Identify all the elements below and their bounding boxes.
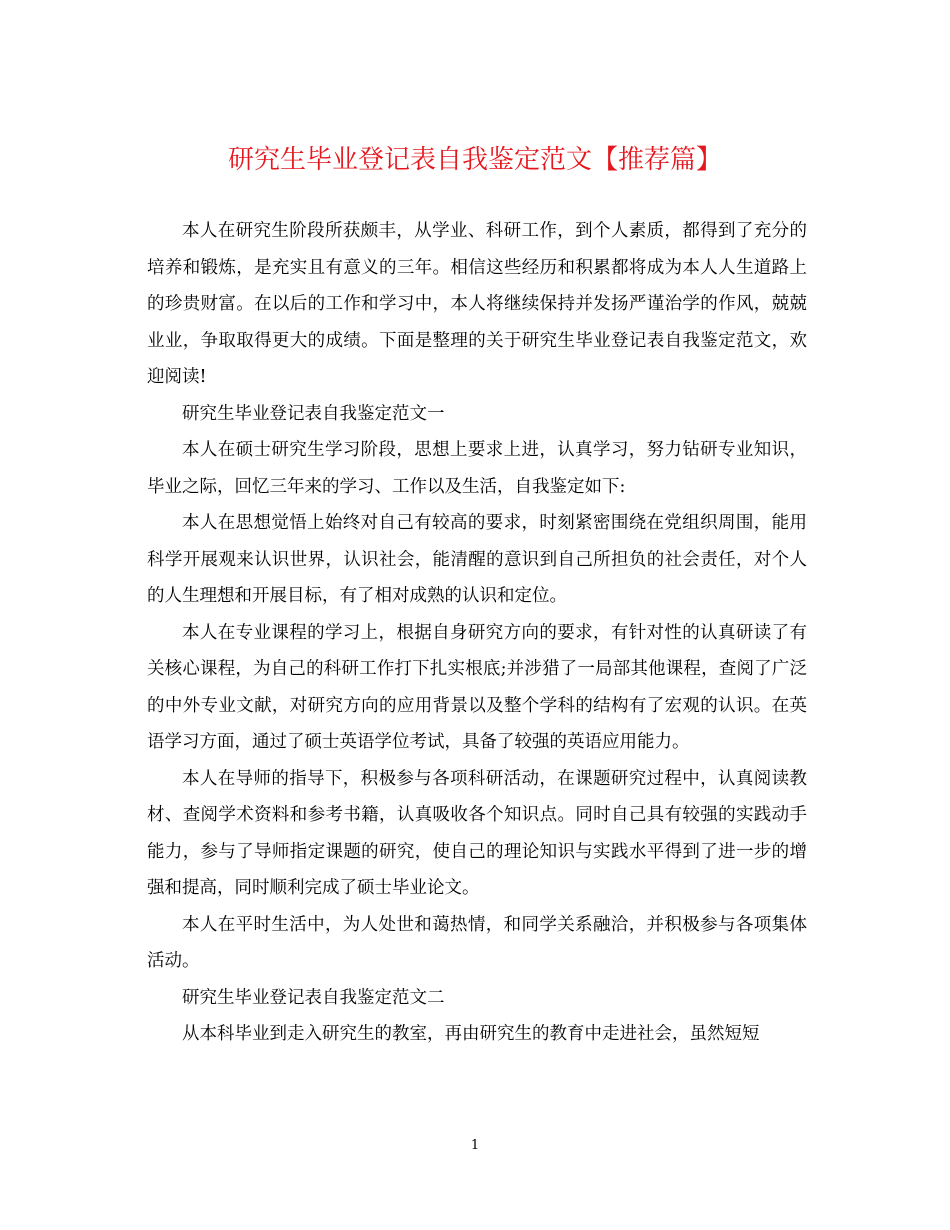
body-paragraph: 从本科毕业到走入研究生的教室，再由研究生的教育中走进社会，虽然短短 bbox=[182, 1024, 760, 1044]
page-number: 1 bbox=[470, 1138, 480, 1153]
intro-paragraph: 本人在研究生阶段所获颇丰，从学业、科研工作，到个人素质，都得到了充分的培养和锻炼，是充实且有意义的三年。相信这些经历和积累都将成为本人人生道路上的珍贵财富。在以后的工作和学习中，本人将继续保持并发扬严谨治学的作风，兢兢业业，争取取得更大的成绩。下面是整理的关于研究生毕业登记表自我鉴定范文，欢迎阅读! bbox=[147, 221, 807, 387]
document-title: 研究生毕业登记表自我鉴定范文【推荐篇】 bbox=[227, 145, 722, 175]
body-paragraph: 本人在硕士研究生学习阶段，思想上要求上进，认真学习，努力钻研专业知识，毕业之际，回忆三年来的学习、工作以及生活，自我鉴定如下: bbox=[147, 440, 807, 497]
section-heading-1: 研究生毕业登记表自我鉴定范文一 bbox=[182, 403, 445, 424]
section-heading-2: 研究生毕业登记表自我鉴定范文二 bbox=[182, 987, 445, 1008]
body-paragraph: 本人在专业课程的学习上，根据自身研究方向的要求，有针对性的认真研读了有关核心课程，为自己的科研工作打下扎实根底;并涉猎了一局部其他课程，查阅了广泛的中外专业文献，对研究方向的应用背景以及整个学科的结构有了宏观的认识。在英语学习方面，通过了硕士英语学位考试，具备了较强的英语应用能力。 bbox=[147, 622, 807, 752]
body-paragraph: 本人在思想觉悟上始终对自己有较高的要求，时刻紧密围绕在党组织周围，能用科学开展观来认识世界，认识社会，能清醒的意识到自己所担负的社会责任，对个人的人生理想和开展目标，有了相对成熟的认识和定位。 bbox=[147, 513, 807, 606]
document-body bbox=[147, 213, 807, 1053]
body-paragraph: 本人在导师的指导下，积极参与各项科研活动，在课题研究过程中，认真阅读教材、查阅学术资料和参考书籍，认真吸收各个知识点。同时自己具有较强的实践动手能力，参与了导师指定课题的研究，使自己的理论知识与实践水平得到了进一步的增强和提高，同时顺利完成了硕士毕业论文。 bbox=[147, 768, 807, 898]
body-paragraph: 本人在平时生活中，为人处世和蔼热情，和同学关系融洽，并积极参与各项集体活动。 bbox=[147, 914, 807, 971]
